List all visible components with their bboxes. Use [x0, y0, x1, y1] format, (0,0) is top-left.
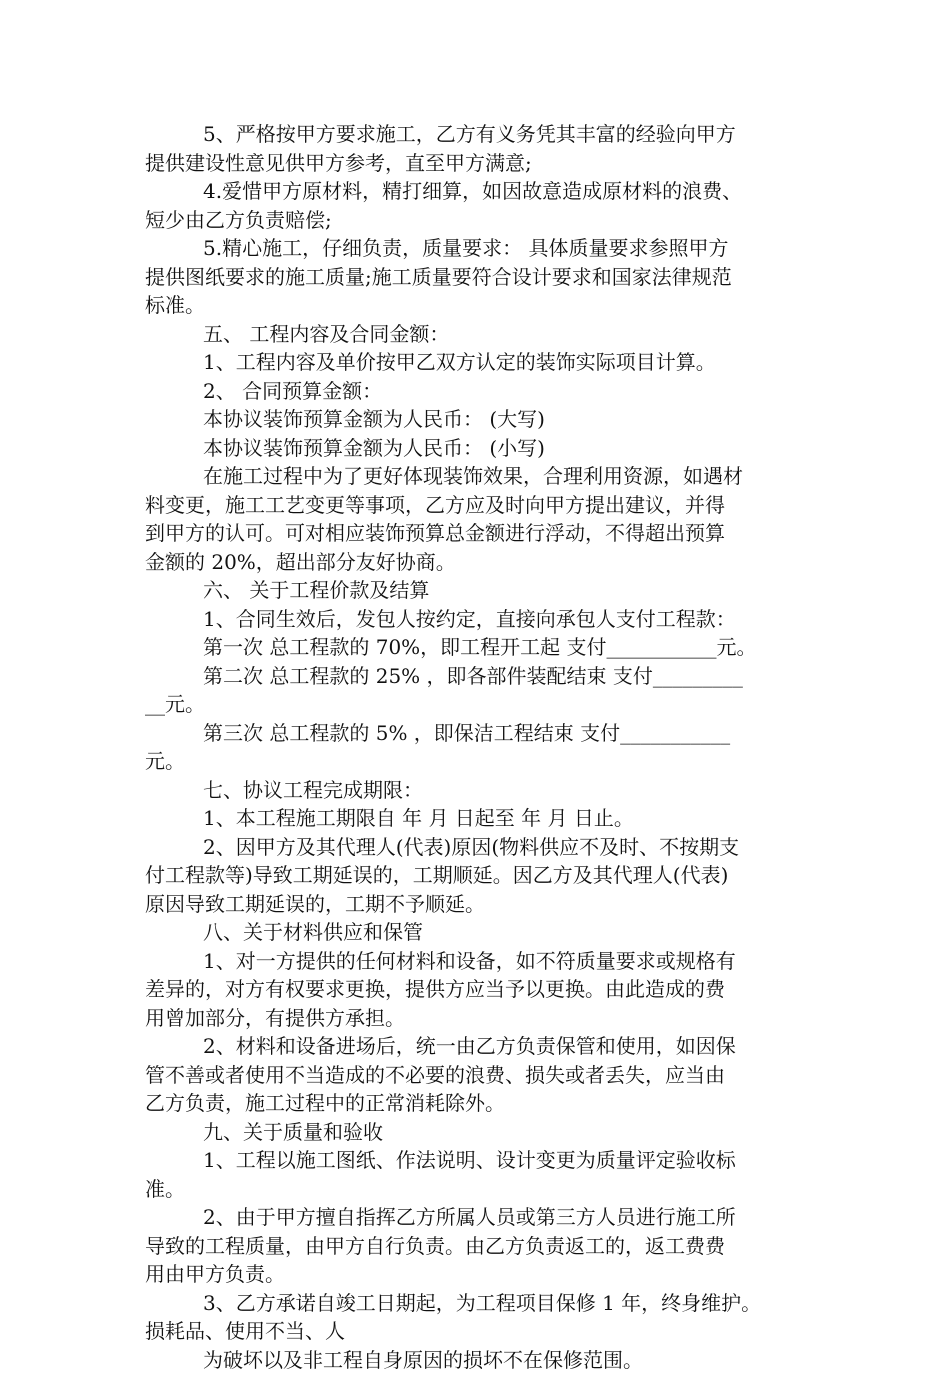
text-line: 料变更，施工工艺变更等事项，乙方应及时向甲方提出建议，并得	[145, 491, 815, 520]
text-line: 1、工程内容及单价按甲乙双方认定的装饰实际项目计算。	[145, 348, 815, 377]
document-body	[145, 120, 815, 1374]
text-line: 1、本工程施工期限自 年 月 日起至 年 月 日止。	[145, 804, 815, 833]
text-line: 3、乙方承诺自竣工日期起，为工程项目保修 1 年，终身维护。	[145, 1289, 815, 1318]
text-line: 原因导致工期延误的，工期不予顺延。	[145, 890, 815, 919]
text-line: 2、由于甲方擅自指挥乙方所属人员或第三方人员进行施工所	[145, 1203, 815, 1232]
text-line: 七、协议工程完成期限：	[145, 776, 815, 805]
text-line: 1、对一方提供的任何材料和设备，如不符质量要求或规格有	[145, 947, 815, 976]
text-line: 管不善或者使用不当造成的不必要的浪费、损失或者丢失，应当由	[145, 1061, 815, 1090]
text-line: 在施工过程中为了更好体现装饰效果，合理利用资源，如遇材	[145, 462, 815, 491]
text-line: 用曾加部分，有提供方承担。	[145, 1004, 815, 1033]
text-line: 提供建设性意见供甲方参考，直至甲方满意;	[145, 149, 815, 178]
text-line: 5、严格按甲方要求施工，乙方有义务凭其丰富的经验向甲方	[145, 120, 815, 149]
text-line: 为破坏以及非工程自身原因的损坏不在保修范围。	[145, 1346, 815, 1374]
text-line: 1、工程以施工图纸、作法说明、设计变更为质量评定验收标	[145, 1146, 815, 1175]
text-line: 九、关于质量和验收	[145, 1118, 815, 1147]
text-line: 准。	[145, 1175, 815, 1204]
text-line: 本协议装饰预算金额为人民币： (小写)	[145, 434, 815, 463]
text-line: 用由甲方负责。	[145, 1260, 815, 1289]
text-line: 金额的 20%，超出部分友好协商。	[145, 548, 815, 577]
text-line: 本协议装饰预算金额为人民币： (大写)	[145, 405, 815, 434]
text-line: 差异的，对方有权要求更换，提供方应当予以更换。由此造成的费	[145, 975, 815, 1004]
text-line: 元。	[145, 747, 815, 776]
text-line: 1、合同生效后，发包人按约定，直接向承包人支付工程款：	[145, 605, 815, 634]
text-line: 4.爱惜甲方原材料，精打细算，如因故意造成原材料的浪费、	[145, 177, 815, 206]
text-line: 第一次 总工程款的 70%，即工程开工起 支付___________元。	[145, 633, 815, 662]
text-line: 五、 工程内容及合同金额：	[145, 320, 815, 349]
text-line: 2、因甲方及其代理人(代表)原因(物料供应不及时、不按期支	[145, 833, 815, 862]
text-line: 损耗品、使用不当、人	[145, 1317, 815, 1346]
text-line: 六、 关于工程价款及结算	[145, 576, 815, 605]
text-line: 八、关于材料供应和保管	[145, 918, 815, 947]
text-line: 到甲方的认可。可对相应装饰预算总金额进行浮动，不得超出预算	[145, 519, 815, 548]
text-line: 2、材料和设备进场后，统一由乙方负责保管和使用，如因保	[145, 1032, 815, 1061]
text-line: 付工程款等)导致工期延误的，工期顺延。因乙方及其代理人(代表)	[145, 861, 815, 890]
text-line: 乙方负责，施工过程中的正常消耗除外。	[145, 1089, 815, 1118]
text-line: 标准。	[145, 291, 815, 320]
text-line: 5.精心施工，仔细负责，质量要求： 具体质量要求参照甲方	[145, 234, 815, 263]
text-line: 第二次 总工程款的 25% ，即各部件装配结束 支付_________	[145, 662, 815, 691]
text-line: 提供图纸要求的施工质量;施工质量要符合设计要求和国家法律规范	[145, 263, 815, 292]
text-line: 2、 合同预算金额：	[145, 377, 815, 406]
text-line: 短少由乙方负责赔偿;	[145, 206, 815, 235]
text-line: __元。	[145, 690, 815, 719]
text-line: 导致的工程质量，由甲方自行负责。由乙方负责返工的，返工费费	[145, 1232, 815, 1261]
text-line: 第三次 总工程款的 5% ，即保洁工程结束 支付___________	[145, 719, 815, 748]
